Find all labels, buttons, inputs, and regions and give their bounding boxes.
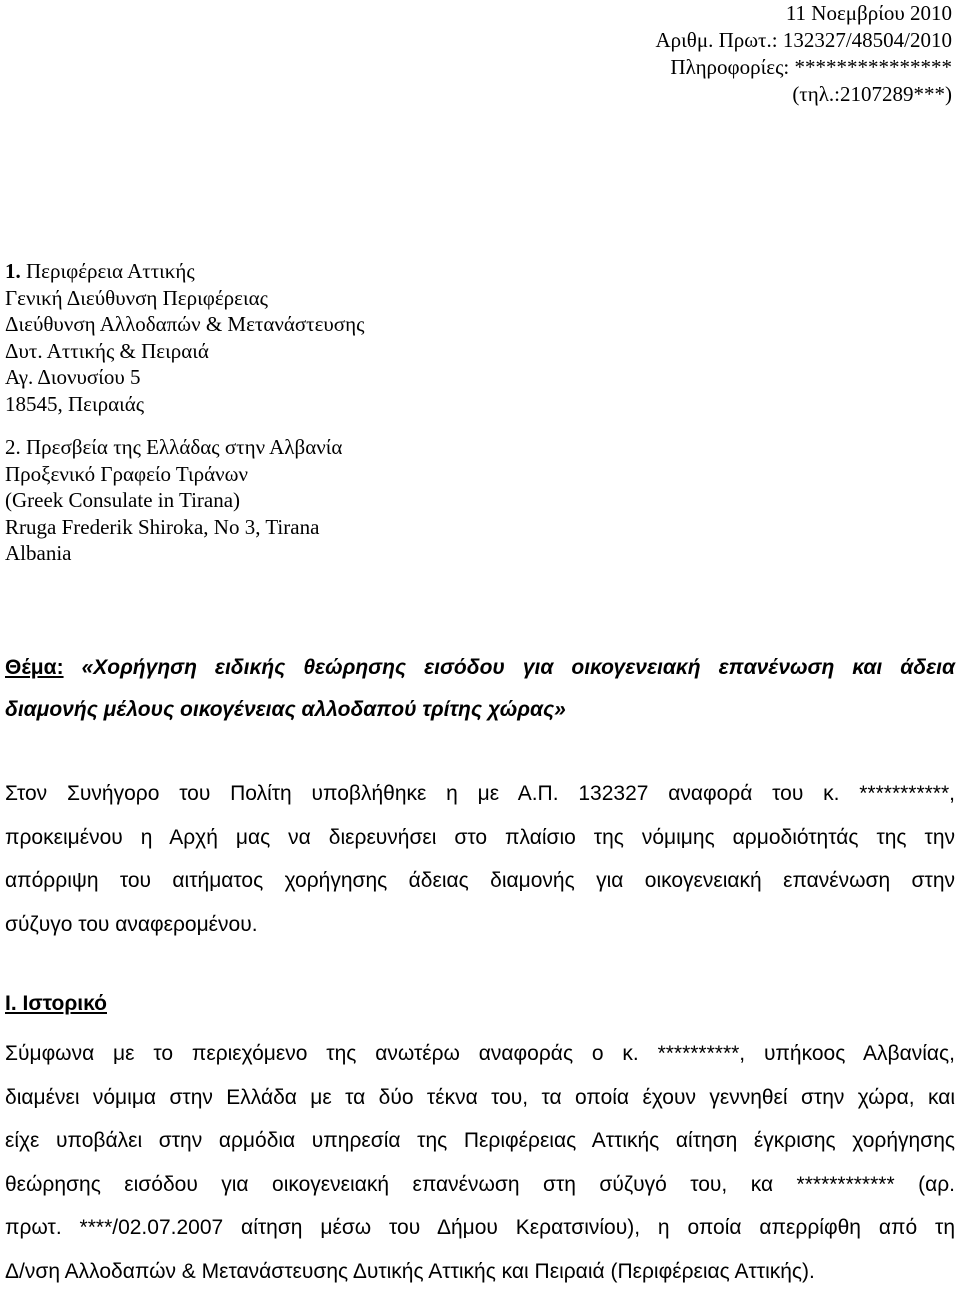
recipients-block [5,258,364,567]
section-heading: Ι. Ιστορικό [5,992,107,1016]
recipient-2-line: (Greek Consulate in Tirana) [5,487,364,514]
recipient-1-line: 1. Περιφέρεια Αττικής [5,258,364,285]
phone-number: (τηλ.:2107289***) [655,81,952,108]
paragraph-line: διαμένει νόμιμα στην Ελλάδα με τα δύο τέκνα του, τα οποία έχουν γεννηθεί στην χώρα, και [5,1076,955,1120]
subject-text-1: «Χορήγηση ειδικής θεώρησης εισόδου για οικογενειακή επανένωση και άδεια [82,656,955,679]
intro-paragraph [5,772,955,946]
paragraph-line: Σύμφωνα με το περιεχόμενο της ανωτέρω αναφοράς ο κ. **********, υπήκοος Αλβανίας, [5,1032,955,1076]
recipient-1-line: Δυτ. Αττικής & Πειραιά [5,338,364,365]
letter-header [655,0,952,108]
recipient-2-line: Rruga Frederik Shiroka, No 3, Tirana [5,514,364,541]
recipient-1-line: Διεύθυνση Αλλοδαπών & Μετανάστευσης [5,311,364,338]
paragraph-line: Δ/νση Αλλοδαπών & Μετανάστευσης Δυτικής Αττικής και Πειραιά (Περιφέρειας Αττικής). [5,1250,955,1293]
recipient-2-line: Albania [5,540,364,567]
paragraph-line: είχε υποβάλει στην αρμόδια υπηρεσία της Περιφέρειας Αττικής αίτηση έγκρισης χορήγησης [5,1119,955,1163]
protocol-number: Αριθμ. Πρωτ.: 132327/48504/2010 [655,27,952,54]
recipient-1-line: 18545, Πειραιάς [5,391,364,418]
history-paragraph [5,1032,955,1293]
recipient-2-line: Προξενικό Γραφείο Τιράνων [5,461,364,488]
recipient-1-line: Αγ. Διονυσίου 5 [5,364,364,391]
paragraph-line: Στον Συνήγορο του Πολίτη υποβλήθηκε η με Α.Π. 132327 αναφορά του κ. ***********, [5,772,955,816]
paragraph-line: απόρριψη του αιτήματος χορήγησης άδειας διαμονής για οικογενειακή επανένωση στην [5,859,955,903]
recipient-1-line: Γενική Διεύθυνση Περιφέρειας [5,285,364,312]
recipient-2-line: 2. Πρεσβεία της Ελλάδας στην Αλβανία [5,434,364,461]
paragraph-line: πρωτ. ****/02.07.2007 αίτηση μέσω του Δήμου Κερατσινίου), η οποία απερρίφθη από τη [5,1206,955,1250]
letter-date: 11 Νοεμβρίου 2010 [655,0,952,27]
subject-line-2: διαμονής μέλους οικογένειας αλλοδαπού τρίτης χώρας» [5,689,955,731]
paragraph-line: θεώρησης εισόδου για οικογενειακή επανένωση στη σύζυγό του, κα ************ (αρ. [5,1163,955,1207]
info-contact: Πληροφορίες: *************** [655,54,952,81]
subject-block [5,647,955,731]
paragraph-line: σύζυγο του αναφερομένου. [5,903,955,947]
paragraph-line: προκειμένου η Αρχή μας να διερευνήσει στο πλαίσιο της νόμιμης αρμοδιότητάς της την [5,816,955,860]
recipient-1-title: Περιφέρεια Αττικής [26,259,195,283]
subject-line-1 [5,647,955,689]
subject-label: Θέμα: [5,656,64,679]
